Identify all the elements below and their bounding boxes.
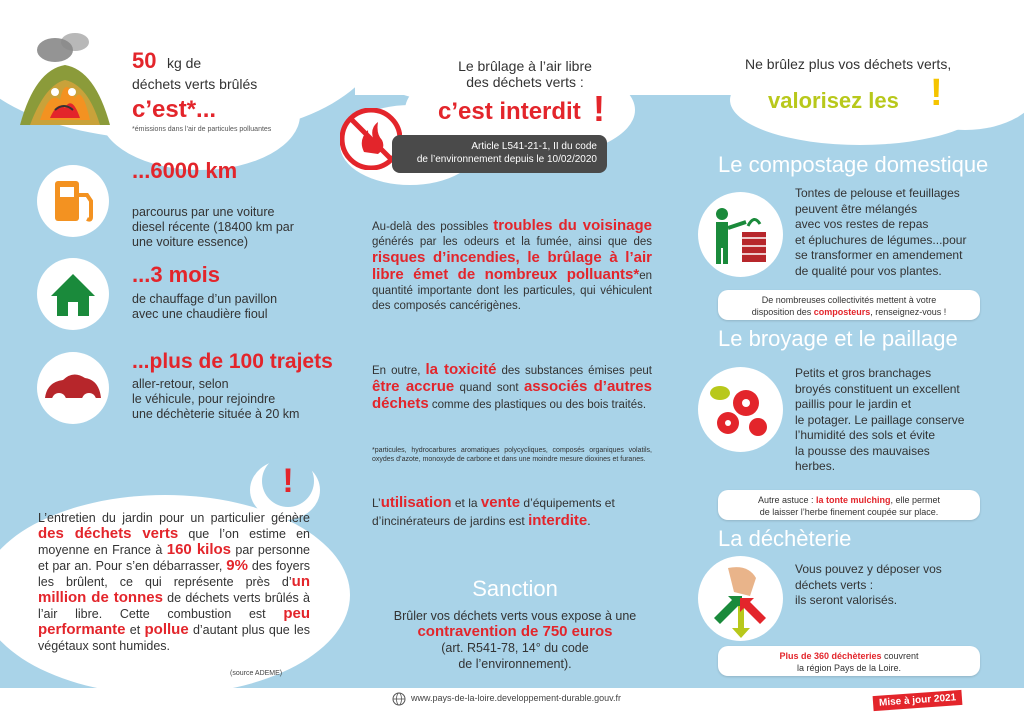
- compost-text-line4: et épluchures de légumes...pour: [795, 232, 967, 247]
- composting-person-icon: [698, 192, 783, 277]
- stat1-line1: [132, 48, 201, 74]
- stat4-desc-line3: une déchèterie située à 20 km: [132, 407, 300, 421]
- stat3-value: ...3 mois: [132, 262, 221, 287]
- burning-pile-illustration: [10, 30, 120, 130]
- sanction-line2: (art. R541-78, 14° du code: [441, 641, 589, 655]
- broyage-text: [795, 366, 964, 475]
- dech-box-line2: la région Pays de la Loire.: [796, 663, 902, 673]
- right-header: Ne brûlez plus vos déchets verts,: [745, 56, 952, 72]
- stat2-desc-line3: une voiture essence): [132, 235, 249, 249]
- stat4-desc: [132, 377, 299, 422]
- broyage-box-text-a: Autre astuce :: [757, 495, 816, 505]
- article-box: [392, 135, 607, 173]
- compost-info-box: [718, 290, 980, 320]
- note-paragraph: L’entretien du jardin pour un particulier génère des déchets verts que l’on estime en moyenne en France à 160 kilos par personne et par an. Pour s’en débarrasser, 9% des foyers les brûlent, ce qui représente près d’un million de tonnes de déchets verts brûlés à l’air libre. Cette combustion est peu performante et pollue d’autant plus que les végétaux sont humides.: [38, 511, 311, 653]
- stat1-cest: c’est*...: [132, 96, 217, 123]
- compost-box-red: composteurs: [813, 307, 871, 317]
- article-line2: de l’environnement depuis le 10/02/2020: [416, 154, 597, 165]
- broyage-box-text-c: , elle permet: [890, 495, 941, 505]
- stat1-line2: déchets verts brûlés: [132, 76, 258, 92]
- stat4-desc-line2: le véhicule, pour rejoindre: [132, 392, 276, 406]
- car-icon: [37, 352, 109, 424]
- stat3-desc-line2: avec une chaudière fioul: [132, 307, 268, 321]
- compost-box-line1: De nombreuses collectivités mettent à votre: [761, 295, 937, 305]
- stat2-desc-line1: parcourus par une voiture: [132, 205, 275, 219]
- sanction-text: [355, 608, 675, 672]
- website-link[interactable]: www.pays-de-la-loire.developpement-durable.gouv.fr: [411, 693, 621, 703]
- stat3-desc: [132, 292, 277, 322]
- middle-header: [405, 58, 645, 90]
- source-label: (source ADEME): [230, 670, 283, 677]
- stat3-desc-line1: de chauffage d’un pavillon: [132, 292, 278, 306]
- middle-footnote: *particules, hydrocarbures aromatiques polycycliques, composés organiques volatils, oxydes d’azote, monoxyde de carbone et dans une moindre mesure dioxines et furanes.: [372, 447, 652, 463]
- compost-box-line2: [718, 306, 980, 318]
- dech-info-box: [718, 646, 980, 676]
- stat4-value: ...plus de 100 trajets: [132, 350, 333, 373]
- stat1-unit: kg de: [166, 55, 202, 71]
- dech-text-line2: déchets verts :: [795, 577, 874, 592]
- interdit-exclaim: !: [593, 88, 605, 129]
- broyage-text-line6: la pousse des mauvaises: [795, 443, 930, 458]
- update-badge: Mise à jour 2021: [873, 690, 963, 711]
- broyage-text-line3: paillis pour le jardin et: [795, 397, 912, 411]
- compost-text-line1: Tontes de pelouse et feuillages: [795, 186, 960, 200]
- middle-paragraph-2: En outre, la toxicité des substances émises peut être accrue quand sont associés d’autres déchets comme des plastiques ou des bois traités.: [372, 361, 652, 412]
- compost-box-text-a: disposition des: [751, 307, 814, 317]
- sanction-line1: Brûler vos déchets verts vous expose à une: [393, 609, 637, 623]
- dech-text-line1: Vous pouvez y déposer vos: [795, 562, 942, 576]
- stat2-desc-line2: diesel récente (18400 km par: [132, 220, 294, 234]
- broyage-text-line7: herbes.: [795, 459, 836, 473]
- stat2-desc: [132, 205, 294, 250]
- stat2-value: ...6000 km: [132, 158, 238, 183]
- valorisez-exclaim: !: [930, 72, 943, 114]
- broyage-info-box: [718, 490, 980, 520]
- dech-text: [795, 562, 942, 609]
- valorisez-title: valorisez les: [768, 88, 899, 113]
- shredded-branches-icon: [698, 367, 783, 452]
- broyage-text-line4: le potager. Le paillage conserve: [795, 412, 965, 427]
- exclamation-icon: !: [262, 455, 314, 507]
- middle-paragraph-3: L’utilisation et la vente d’équipements et d’incinérateurs de jardins est interdite.: [372, 494, 615, 529]
- sanction-line3: de l’environnement).: [458, 657, 572, 671]
- compost-text-line2: peuvent être mélangés: [795, 201, 918, 216]
- compost-box-text-c: , renseignez-vous !: [870, 307, 947, 317]
- compost-text-line5: se transformer en amendement: [795, 248, 963, 262]
- compost-title: Le compostage domestique: [718, 152, 989, 177]
- fuel-pump-icon: [37, 165, 109, 237]
- middle-header-line1: Le brûlage à l’air libre: [458, 58, 592, 74]
- article-line1: Article L541-21-1, II du code: [471, 141, 597, 152]
- house-icon: [37, 258, 109, 330]
- stat4-desc-line1: aller-retour, selon: [132, 377, 229, 391]
- sanction-red: contravention de 750 euros: [417, 623, 613, 640]
- dech-box-text-b: couvrent: [881, 651, 919, 661]
- compost-text-line6: de qualité pour vos plantes.: [795, 263, 942, 278]
- sanction-title: Sanction: [472, 576, 558, 601]
- dechetterie-title: La déchèterie: [718, 526, 852, 551]
- broyage-box-red: la tonte mulching: [815, 495, 891, 505]
- interdit-title: c’est interdit: [438, 98, 581, 125]
- recycling-hand-icon: [698, 556, 783, 641]
- middle-header-line2: des déchets verts :: [466, 74, 584, 90]
- compost-text-line3: avec vos restes de repas: [795, 217, 929, 231]
- broyage-box-line1: [718, 494, 980, 506]
- broyage-text-line1: Petits et gros branchages: [795, 366, 932, 380]
- middle-paragraph-1: Au-delà des possibles troubles du voisinage générés par les odeurs et la fumée, ainsi que des risques d’incendies, le brûlage à l’air libre émet de nombreux polluants*en quantité importante dont les particules, qui véhiculent des composés cancérigènes.: [372, 217, 652, 312]
- broyage-text-line2: broyés constituent un excellent: [795, 381, 960, 396]
- stat1-footnote: *émissions dans l’air de particules polluantes: [132, 126, 272, 133]
- broyage-text-line5: l’humidité des sols et évite: [795, 428, 936, 442]
- dech-text-line3: ils seront valorisés.: [795, 593, 898, 607]
- broyage-title: Le broyage et le paillage: [718, 326, 958, 351]
- dech-box-red: Plus de 360 déchèteries: [779, 651, 882, 661]
- compost-text: [795, 186, 966, 279]
- broyage-box-line2: de laisser l’herbe finement coupée sur place.: [759, 507, 939, 517]
- stat1-number: 50: [132, 48, 157, 73]
- globe-icon: [392, 692, 406, 706]
- dech-box-line1: [718, 650, 980, 662]
